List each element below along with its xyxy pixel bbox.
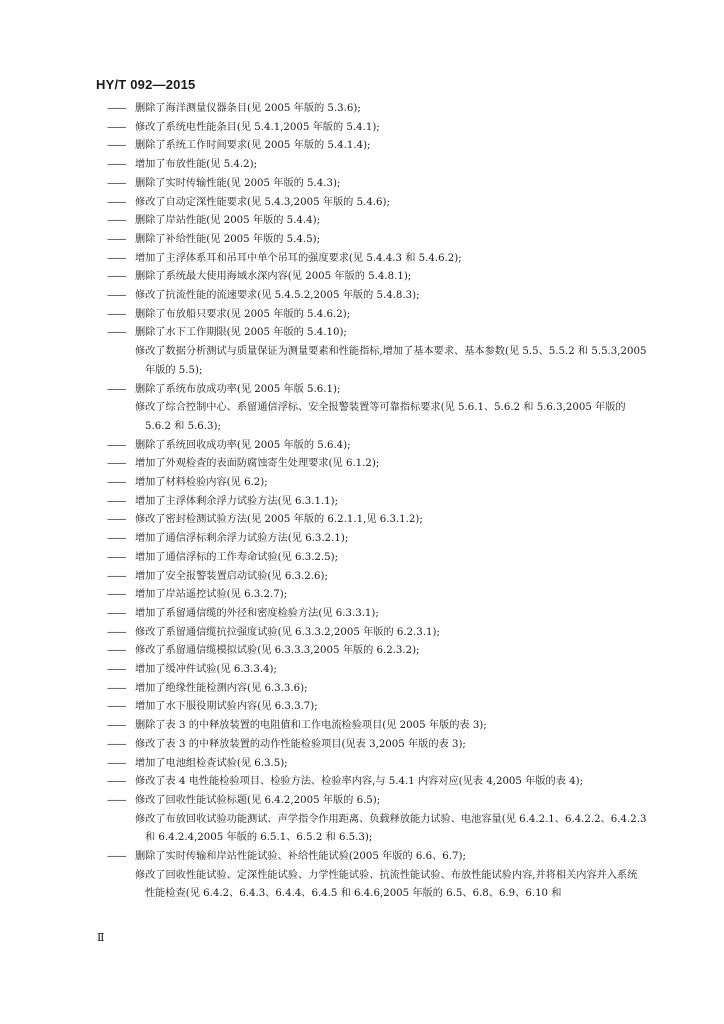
list-item-text: 删除了布放船只要求(见 2005 年版的 5.4.6.2); xyxy=(135,308,351,320)
em-dash-marker xyxy=(107,848,135,867)
em-dash-marker xyxy=(107,642,135,661)
em-dash-marker xyxy=(107,175,135,194)
list-item-text: 增加了布放性能(见 5.4.2); xyxy=(135,159,258,171)
em-dash-marker xyxy=(107,437,135,456)
list-item xyxy=(107,511,647,530)
em-dash-marker xyxy=(107,119,135,138)
em-dash-marker xyxy=(107,343,135,362)
list-item-text: 修改了抗流性能的流速要求(见 5.4.5.2,2005 年版的 5.4.8.3); xyxy=(135,290,420,302)
list-item-text: 增加了电池组检查试验(见 6.3.5); xyxy=(135,757,288,769)
list-item-text: 删除了系统工作时间要求(见 2005 年版的 5.4.1.4); xyxy=(135,140,371,152)
list-item xyxy=(107,549,647,568)
list-item xyxy=(107,642,647,661)
list-item xyxy=(107,455,647,474)
standard-code-header: HY/T 092—2015 xyxy=(96,77,196,92)
list-item-text: 增加了通信浮标的工作寿命试验(见 6.3.2.5); xyxy=(135,551,339,563)
list-item-text: 删除了岸站性能(见 2005 年版的 5.4.4); xyxy=(135,215,321,227)
list-item xyxy=(107,792,647,811)
list-item-text: 增加了水下服役期试验内容(见 6.3.3.7); xyxy=(135,701,318,713)
list-item-text: 修改了系留通信缆模拟试验(见 6.3.3.3,2005 年版的 6.2.3.2); xyxy=(135,645,420,657)
list-item-text: 删除了系统布放成功率(见 2005 年版 5.6.1); xyxy=(135,383,341,395)
list-item-text: 修改了回收性能试验、定深性能试验、力学性能试验、抗流性能试验、布放性能试验内容,并将相关内容并入系统性能检查(见 6.4.2、6.4.3、6.4.4、6.4.5 和 6.4.6,2005 年版的 6.5、6.8、6.9、6.10 和 xyxy=(135,869,638,900)
list-item xyxy=(107,287,647,306)
em-dash-marker xyxy=(107,156,135,175)
list-item xyxy=(107,343,647,380)
watermark: ​ xyxy=(227,404,253,436)
list-item xyxy=(107,736,647,755)
list-item-text: 修改了回收性能试验标题(见 6.4.2,2005 年版的 6.5); xyxy=(135,794,381,806)
list-item-text: 删除了系统回收成功率(见 2005 年版的 5.6.4); xyxy=(135,439,351,451)
list-item-text: 删除了实时传输性能(见 2005 年版的 5.4.3); xyxy=(135,177,341,189)
list-item xyxy=(107,437,647,456)
list-item xyxy=(107,811,647,848)
list-item xyxy=(107,250,647,269)
change-list xyxy=(107,100,647,904)
em-dash-marker xyxy=(107,586,135,605)
em-dash-marker xyxy=(107,624,135,643)
list-item-text: 增加了缓冲件试验(见 6.3.3.4); xyxy=(135,664,277,676)
list-item xyxy=(107,661,647,680)
list-item-text: 修改了自动定深性能要求(见 5.4.3,2005 年版的 5.4.6); xyxy=(135,196,390,208)
list-item xyxy=(107,137,647,156)
em-dash-marker xyxy=(107,137,135,156)
em-dash-marker xyxy=(107,568,135,587)
em-dash-marker xyxy=(107,493,135,512)
em-dash-marker xyxy=(107,268,135,287)
list-item-text: 增加了主浮体系耳和吊耳中单个吊耳的强度要求(见 5.4.4.3 和 5.4.6.2); xyxy=(135,252,462,264)
list-item xyxy=(107,231,647,250)
list-item-text: 修改了系统电性能条目(见 5.4.1,2005 年版的 5.4.1); xyxy=(135,121,380,133)
list-item xyxy=(107,680,647,699)
list-item xyxy=(107,848,647,867)
list-item xyxy=(107,306,647,325)
list-item xyxy=(107,867,647,904)
page-number: Ⅱ xyxy=(97,931,105,944)
list-item xyxy=(107,119,647,138)
list-item xyxy=(107,698,647,717)
list-item xyxy=(107,755,647,774)
em-dash-marker xyxy=(107,773,135,792)
list-item-text: 删除了水下工作期限(见 2005 年版的 5.4.10); xyxy=(135,327,347,339)
list-item xyxy=(107,474,647,493)
list-item-text: 增加了岸站遥控试验(见 6.3.2.7); xyxy=(135,589,288,601)
list-item xyxy=(107,194,647,213)
em-dash-marker xyxy=(107,605,135,624)
em-dash-marker xyxy=(107,324,135,343)
list-item xyxy=(107,324,647,343)
em-dash-marker xyxy=(107,474,135,493)
list-item-text: 增加了通信浮标剩余浮力试验方法(见 6.3.2.1); xyxy=(135,533,349,545)
em-dash-marker xyxy=(107,194,135,213)
list-item xyxy=(107,773,647,792)
em-dash-marker xyxy=(107,511,135,530)
list-item-text: 删除了海洋测量仪器条目(见 2005 年版的 5.3.6); xyxy=(135,103,361,114)
em-dash-marker xyxy=(107,698,135,717)
list-item-text: 修改了系留通信缆抗拉强度试验(见 6.3.3.2,2005 年版的 6.2.3.1); xyxy=(135,626,440,638)
list-item xyxy=(107,605,647,624)
em-dash-marker xyxy=(107,381,135,400)
em-dash-marker xyxy=(107,306,135,325)
list-item-text: 增加了外观检查的表面防腐蚀寄生处理要求(见 6.1.2); xyxy=(135,458,380,470)
em-dash-marker xyxy=(107,231,135,250)
list-item-text: 修改了数据分析测试与质量保证为测量要素和性能指标,增加了基本要求、基本参数(见 5.5、5.5.2 和 5.5.3,2005 年版的 5.5); xyxy=(135,346,647,376)
list-item-text: 增加了主浮体剩余浮力试验方法(见 6.3.1.1); xyxy=(135,495,339,507)
list-item xyxy=(107,268,647,287)
list-item xyxy=(107,100,647,119)
list-item xyxy=(107,530,647,549)
em-dash-marker xyxy=(107,661,135,680)
list-item xyxy=(107,381,647,400)
list-item xyxy=(107,156,647,175)
list-item-text: 增加了绝缘性能检测内容(见 6.3.3.6); xyxy=(135,682,308,694)
list-item-text: 修改了表 3 的中释放装置的动作性能检验项目(见表 3,2005 年版的表 3); xyxy=(135,738,466,750)
list-item-text: 修改了布放回收试验功能测试、声学指令作用距离、负载释放能力试验、电池容量(见 6.4.2.1、6.4.2.2、6.4.2.3 和 6.4.2.4,2005 年版的 6.5.1、6.5.2 和 6.5.3); xyxy=(135,813,647,844)
list-item-text: 删除了系统最大使用海域水深内容(见 2005 年版的 5.4.8.1); xyxy=(135,271,412,283)
em-dash-marker xyxy=(107,717,135,736)
em-dash-marker xyxy=(107,811,135,830)
list-item xyxy=(107,717,647,736)
list-item-text: 删除了实时传输和岸站性能试验、补给性能试验(2005 年版的 6.6、6.7); xyxy=(135,851,466,863)
em-dash-marker xyxy=(107,100,135,119)
em-dash-marker xyxy=(107,455,135,474)
em-dash-marker xyxy=(107,287,135,306)
list-item-text: 修改了密封检测试验方法(见 2005 年版的 6.2.1.1,见 6.3.1.2); xyxy=(135,514,423,526)
list-item xyxy=(107,568,647,587)
em-dash-marker xyxy=(107,399,135,418)
em-dash-marker xyxy=(107,867,135,886)
em-dash-marker xyxy=(107,680,135,699)
list-item xyxy=(107,586,647,605)
list-item-text: 增加了安全报警装置启动试验(见 6.3.2.6); xyxy=(135,570,328,582)
list-item-text: 修改了表 4 电性能检验项目、检验方法、检验率内容,与 5.4.1 内容对应(见表 4,2005 年版的表 4); xyxy=(135,776,584,788)
em-dash-marker xyxy=(107,549,135,568)
em-dash-marker xyxy=(107,736,135,755)
em-dash-marker xyxy=(107,792,135,811)
em-dash-marker xyxy=(107,212,135,231)
list-item-text: 删除了表 3 的中释放装置的电阻值和工作电流检验项目(见 2005 年版的表 3); xyxy=(135,720,487,732)
list-item-text: 修改了综合控制中心、系留通信浮标、安全报警装置等可靠指标要求(见 5.6.1、5.6.2 和 5.6.3,2005 年版的 5.6.2 和 5.6.3); xyxy=(135,402,626,432)
list-item xyxy=(107,624,647,643)
list-item xyxy=(107,399,647,436)
em-dash-marker xyxy=(107,755,135,774)
em-dash-marker xyxy=(107,250,135,269)
list-item-text: 删除了补给性能(见 2005 年版的 5.4.5); xyxy=(135,233,321,245)
list-item xyxy=(107,212,647,231)
em-dash-marker xyxy=(107,530,135,549)
list-item-text: 增加了材料检验内容(见 6.2); xyxy=(135,477,268,489)
list-item-text: 增加了系留通信缆的外径和密度检验方法(见 6.3.3.1); xyxy=(135,607,379,619)
list-item xyxy=(107,175,647,194)
list-item xyxy=(107,493,647,512)
